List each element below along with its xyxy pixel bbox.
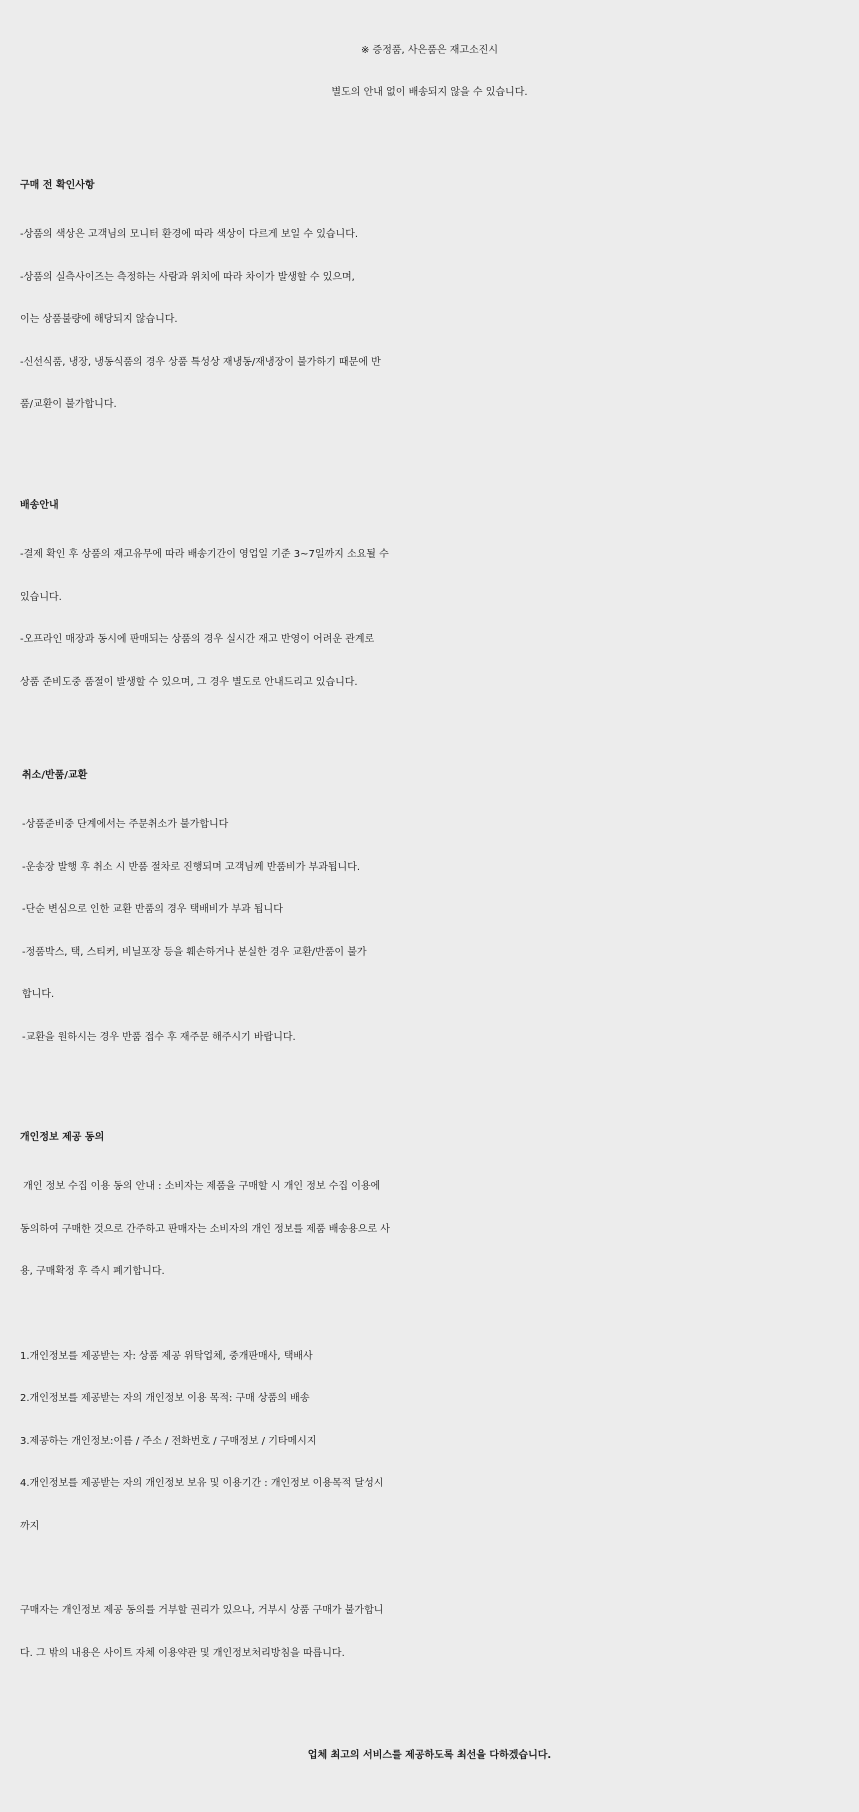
section-line: -결제 확인 후 상품의 재고유무에 따라 배송기간이 영업일 기준 3~7일까지 소요될 수	[20, 549, 389, 560]
privacy-outro-line: 다. 그 밖의 내용은 사이트 자체 이용약관 및 개인정보처리방침을 따릅니다.	[20, 1647, 345, 1659]
privacy-item: 2.개인정보를 제공받는 자의 개인정보 이용 목적: 구매 상품의 배송	[20, 1393, 310, 1404]
section-line: -상품준비중 단계에서는 주문취소가 불가합니다	[22, 819, 229, 830]
section-line: -상품의 색상은 고객님의 모니터 환경에 따라 색상이 다르게 보일 수 있습니다.	[20, 229, 359, 240]
notice-line: ※ 증정품, 사은품은 재고소진시	[360, 45, 498, 56]
privacy-item: 3.제공하는 개인정보:이름 / 주소 / 전화번호 / 구매정보 / 기타메시지	[20, 1435, 317, 1447]
privacy-item: 1.개인정보를 제공받는 자: 상품 제공 위탁업체, 중개판매사, 택배사	[20, 1350, 313, 1362]
section-line: 있습니다.	[20, 591, 62, 603]
section-line: -신선식품, 냉장, 냉동식품의 경우 상품 특성상 재냉동/재냉장이 불가하기 때문에 반	[20, 356, 381, 368]
section-shipping-info	[20, 484, 840, 704]
notice-line: 별도의 안내 없이 배송되지 않을 수 있습니다.	[331, 87, 528, 98]
section-pre-purchase-check	[20, 164, 840, 427]
section-line: -운송장 발행 후 취소 시 반품 절차로 진행되며 고객님께 반품비가 부과됩니다.	[22, 861, 361, 873]
section-line: -상품의 실측사이즈는 측정하는 사람과 위치에 따라 차이가 발생할 수 있으며,	[20, 271, 355, 283]
closing-statement: 업체 최고의 서비스를 제공하도록 최선을 다하겠습니다.	[307, 1750, 552, 1761]
section-title: 개인정보 제공 동의	[20, 1132, 105, 1143]
section-line: 합니다.	[22, 989, 55, 1000]
section-cancel-return-exchange	[22, 754, 842, 1059]
privacy-item: 4.개인정보를 제공받는 자의 개인정보 보유 및 이용기간 : 개인정보 이용목적 달성시	[20, 1478, 384, 1489]
privacy-outro-line: 구매자는 개인정보 제공 동의를 거부할 권리가 있으나, 거부시 상품 구매가 불가합니	[20, 1605, 384, 1616]
privacy-item: 까지	[20, 1520, 40, 1532]
section-title: 배송안내	[20, 500, 59, 511]
section-line: -오프라인 매장과 동시에 판매되는 상품의 경우 실시간 재고 반영이 어려운 관계로	[20, 634, 375, 645]
privacy-intro-line: 개인 정보 수집 이용 동의 안내 : 소비자는 제품을 구매할 시 개인 정보 수집 이용에	[20, 1181, 381, 1192]
privacy-intro-line: 용, 구매확정 후 즉시 폐기합니다.	[20, 1266, 165, 1277]
section-privacy-consent	[20, 1116, 840, 1675]
privacy-intro-line: 동의하여 구매한 것으로 간주하고 판매자는 소비자의 개인 정보를 제품 배송용으로 사	[20, 1223, 390, 1235]
section-line: 품/교환이 불가합니다.	[20, 399, 117, 410]
section-line: -교환을 원하시는 경우 반품 접수 후 재주문 해주시기 바랍니다.	[22, 1031, 296, 1043]
section-line: -정품박스, 택, 스티커, 비닐포장 등을 훼손하거나 분실한 경우 교환/반품이 불가	[22, 946, 367, 958]
section-title: 구매 전 확인사항	[20, 180, 95, 191]
section-line: 상품 준비도중 품절이 발생할 수 있으며, 그 경우 별도로 안내드리고 있습니다.	[20, 676, 358, 688]
gift-stock-notice	[0, 30, 859, 114]
section-line: 이는 상품불량에 해당되지 않습니다.	[20, 314, 178, 325]
section-line: -단순 변심으로 인한 교환 반품의 경우 택배비가 부과 됩니다	[22, 904, 283, 915]
section-title: 취소/반품/교환	[22, 770, 88, 781]
